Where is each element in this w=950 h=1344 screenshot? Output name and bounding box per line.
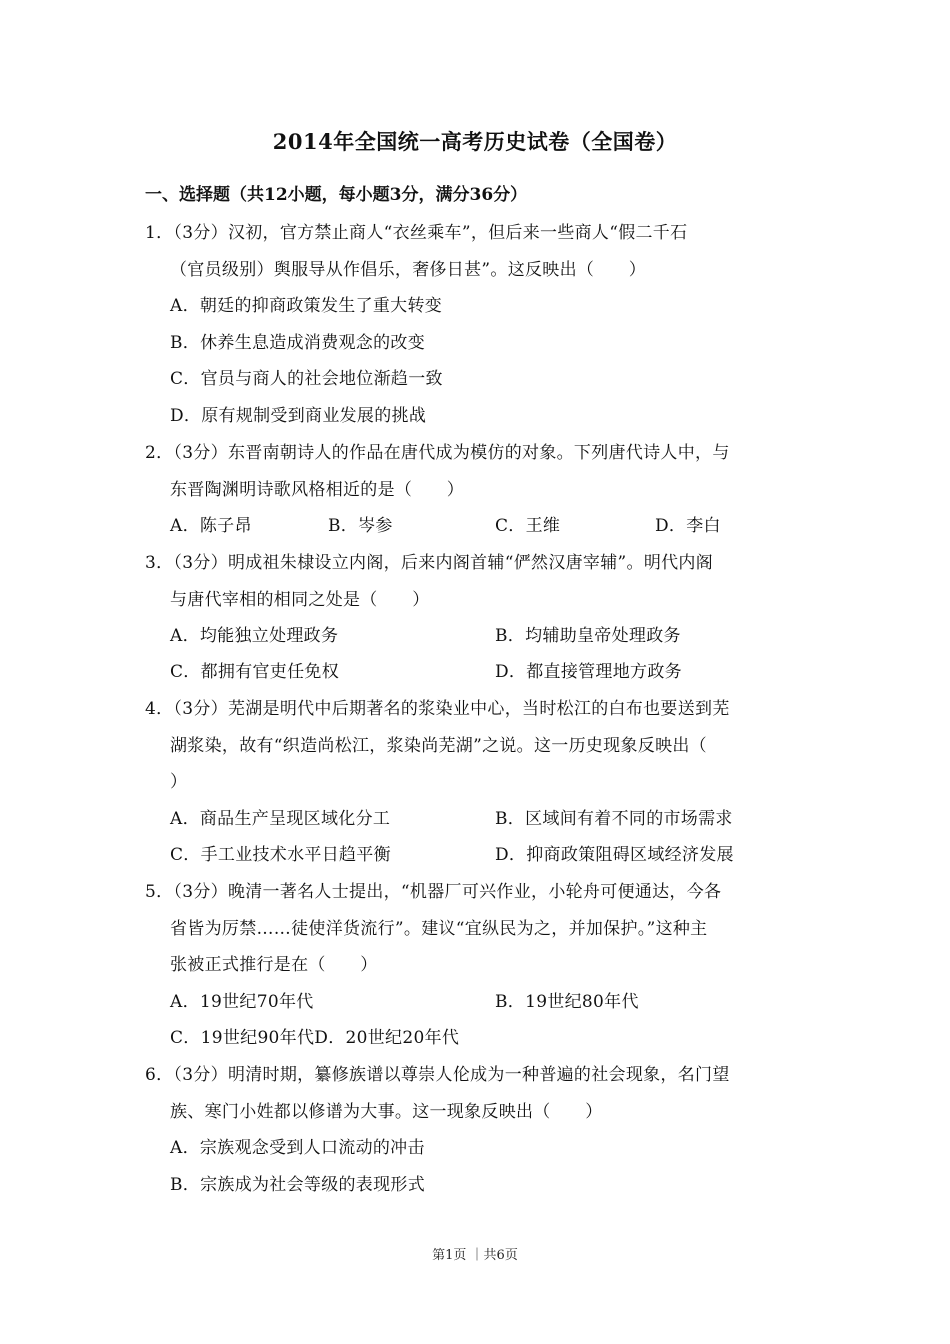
- question-text-line: [145, 548, 713, 573]
- option-b: B．区域间有着不同的市场需求: [495, 809, 733, 829]
- option-b: B．19世纪80年代: [495, 992, 639, 1012]
- option-c: C．手工业技术水平日趋平衡: [170, 845, 391, 865]
- option-b: B．宗族成为社会等级的表现形式: [170, 1175, 425, 1195]
- option-c: C．王维: [495, 516, 561, 536]
- question-stem: （3分）明成祖朱棣设立内阁，后来内阁首辅“俨然汉唐宰辅”。明代内阁: [173, 553, 714, 573]
- question-text-line: [145, 1060, 730, 1085]
- question-stem: （3分）汉初，官方禁止商人“衣丝乘车”，但后来一些商人“假二千石: [173, 223, 688, 243]
- option-b: B．休养生息造成消费观念的改变: [170, 333, 425, 353]
- option-b: B．均辅助皇帝处理政务: [495, 626, 681, 646]
- section-heading: 一、选择题（共12小题，每小题3分，满分36分）: [145, 185, 528, 205]
- question-text-line: [145, 218, 687, 243]
- question-stem-continued: 族、寒门小姓都以修谱为大事。这一现象反映出（ ）: [170, 1102, 603, 1122]
- question-text-line: [145, 877, 721, 902]
- question-stem-continued: 湖浆染，故有“织造尚松江，浆染尚芜湖”之说。这一历史现象反映出（: [170, 736, 707, 756]
- option-d: D．都直接管理地方政务: [495, 662, 682, 682]
- question-stem: （3分）晚清一著名人士提出，“机器厂可兴作业，小轮舟可便通达，今各: [173, 882, 722, 902]
- option-c: C．官员与商人的社会地位渐趋一致: [170, 369, 443, 389]
- question-number: 1．: [145, 223, 174, 243]
- option-a: A．朝廷的抑商政策发生了重大转变: [170, 296, 443, 316]
- page-title: 2014年全国统一高考历史试卷（全国卷）: [272, 129, 678, 154]
- question-number: 5．: [145, 882, 174, 902]
- question-stem-continued: 省皆为厉禁……徒使洋货流行”。建议“宜纵民为之，并加保护。”这种主: [170, 919, 708, 939]
- question-number: 2．: [145, 443, 174, 463]
- question-stem-continued: 东晋陶渊明诗歌风格相近的是（ ）: [170, 480, 465, 500]
- option-d: D．原有规制受到商业发展的挑战: [170, 406, 427, 426]
- option-a: A．陈子昂: [170, 516, 252, 536]
- option-c-d: C．19世纪90年代D．20世纪20年代: [170, 1028, 460, 1048]
- option-a: A．宗族观念受到人口流动的冲击: [170, 1138, 425, 1158]
- question-stem: （3分）芜湖是明代中后期著名的浆染业中心，当时松江的白布也要送到芜: [173, 699, 730, 719]
- option-a: A．均能独立处理政务: [170, 626, 339, 646]
- option-d: D．抑商政策阻碍区域经济发展: [495, 845, 734, 865]
- question-number: 6．: [145, 1065, 174, 1085]
- question-number: 3．: [145, 553, 174, 573]
- question-stem: （3分）明清时期，纂修族谱以尊崇人伦成为一种普遍的社会现象，名门望: [173, 1065, 730, 1085]
- question-stem-continued: ）: [170, 772, 188, 792]
- option-c: C．都拥有官吏任免权: [170, 662, 340, 682]
- question-stem-continued: 张被正式推行是在（ ）: [170, 955, 378, 975]
- question-number: 4．: [145, 699, 174, 719]
- option-a: A．商品生产呈现区域化分工: [170, 809, 391, 829]
- question-stem: （3分）东晋南朝诗人的作品在唐代成为模仿的对象。下列唐代诗人中，与: [173, 443, 730, 463]
- question-stem-continued: 与唐代宰相的相同之处是（ ）: [170, 590, 430, 610]
- page-footer: 第1页 ｜共6页: [432, 1248, 518, 1263]
- question-text-line: [145, 438, 730, 463]
- option-a: A．19世纪70年代: [170, 992, 314, 1012]
- option-b: B．岑参: [328, 516, 393, 536]
- option-d: D．李白: [655, 516, 721, 536]
- question-text-line: [145, 694, 730, 719]
- question-stem-continued: （官员级别）舆服导从作倡乐，奢侈日甚”。这反映出（ ）: [170, 260, 647, 280]
